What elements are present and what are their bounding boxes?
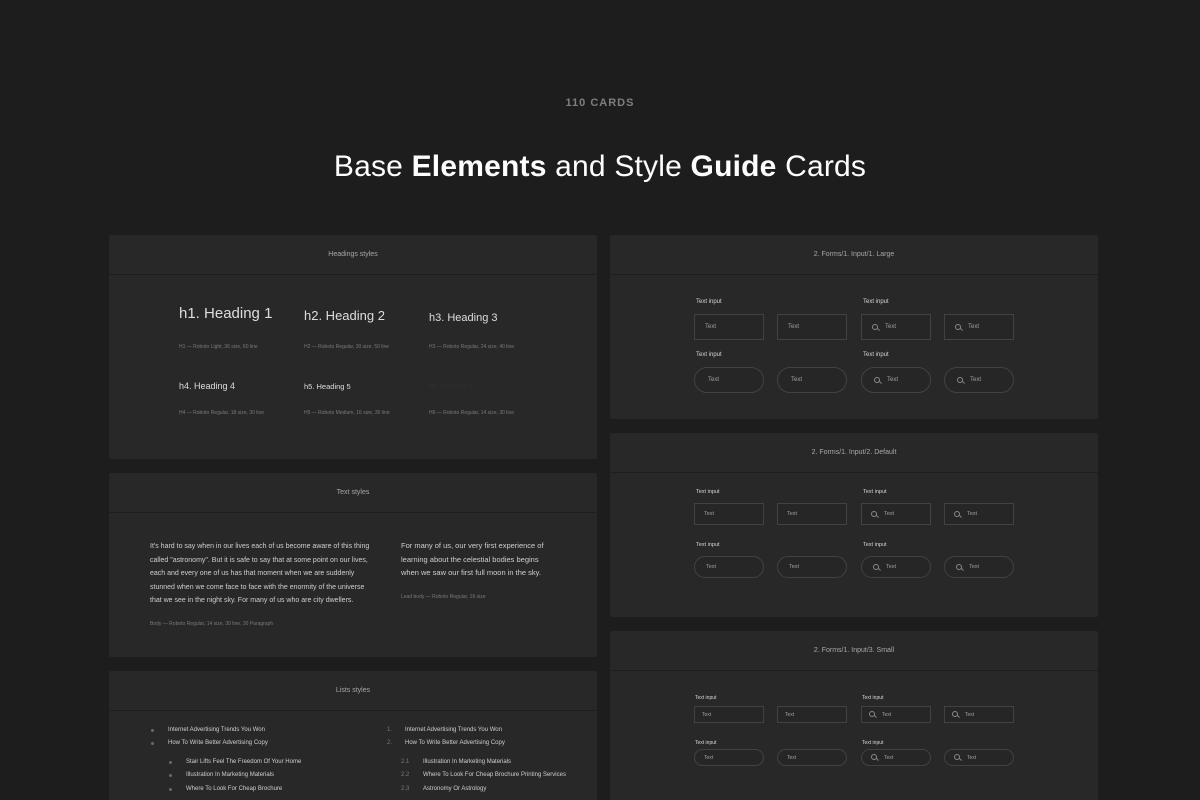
card-title: Lists styles <box>109 671 597 711</box>
input-label: Text input <box>863 352 889 358</box>
heading-meta: H6 — Roboto Regular, 14 size, 30 line <box>429 410 515 416</box>
text-input[interactable] <box>694 314 764 340</box>
search-input[interactable] <box>861 706 931 723</box>
title-part-style: and Style <box>546 150 691 183</box>
list-marker: 2.3 <box>401 786 410 792</box>
forms-default-card[interactable] <box>610 433 1098 617</box>
input-value: Text <box>884 511 895 517</box>
text-input[interactable] <box>694 706 764 723</box>
list-marker: 2. <box>387 740 393 746</box>
text-styles-card[interactable] <box>109 473 597 657</box>
input-label: Text input <box>696 352 722 358</box>
heading-meta: H3 — Roboto Regular, 24 size, 40 line <box>429 344 515 350</box>
input-value: Text <box>706 564 717 570</box>
heading-meta: H2 — Roboto Regular, 30 size, 50 line <box>304 344 390 350</box>
eyebrow-label: 110 CARDS <box>565 97 635 109</box>
heading-sample-h5 <box>304 382 351 391</box>
search-input-rounded[interactable] <box>861 749 931 766</box>
input-value: Text <box>705 324 717 330</box>
lead-line: when we saw our first full moon in the sky. <box>401 568 541 577</box>
search-icon <box>869 711 876 718</box>
bullet-icon <box>169 761 172 764</box>
search-icon <box>952 711 959 718</box>
title-part-elements: Elements <box>411 150 547 183</box>
bullet-icon <box>169 788 172 791</box>
input-value: Text <box>788 324 800 330</box>
lists-styles-card[interactable] <box>109 671 597 800</box>
bullet-icon <box>151 742 154 745</box>
heading-sample-h4 <box>179 381 235 391</box>
title-part-cards: Cards <box>776 150 867 183</box>
list-item <box>186 759 301 765</box>
list-item <box>168 740 268 746</box>
heading-text: h5. Heading 5 <box>304 382 351 391</box>
card-title: Text styles <box>109 473 597 513</box>
list-item-text: Where To Look For Cheap Brochure Printing Services <box>423 772 566 778</box>
list-item-text: Where To Look For Cheap Brochure <box>186 786 283 792</box>
text-input-rounded[interactable] <box>777 749 847 766</box>
text-input[interactable] <box>777 503 847 525</box>
input-value: Text <box>967 754 977 761</box>
body-line: stunned when we come face to face with the enormity of the universe <box>150 583 365 591</box>
lead-meta: Lead body — Roboto Regular, 16 size <box>401 594 486 600</box>
input-value: Text <box>887 377 899 383</box>
input-value: Text <box>967 511 978 517</box>
body-line: It's hard to say when in our lives each of us become aware of this thing <box>150 543 370 550</box>
heading-sample-h1 <box>179 305 272 322</box>
search-input-rounded[interactable] <box>944 367 1014 393</box>
search-input-rounded[interactable] <box>944 749 1014 766</box>
list-item <box>387 740 505 746</box>
body-line: each and every one of us has that moment when we are suddenly <box>150 570 355 577</box>
title-part-guide: Guide <box>690 150 777 183</box>
input-value: Text <box>704 754 714 761</box>
input-value: Text <box>785 711 795 718</box>
input-value: Text <box>970 377 982 383</box>
headings-card[interactable] <box>109 235 597 459</box>
card-title: Headings styles <box>109 235 597 275</box>
list-item <box>168 727 265 733</box>
input-value: Text <box>708 377 720 383</box>
list-item <box>186 786 282 792</box>
heading-text: h3. Heading 3 <box>429 312 498 324</box>
input-label: Text input <box>862 740 884 746</box>
heading-sample-h2 <box>304 308 385 323</box>
text-input-rounded[interactable] <box>777 556 847 578</box>
text-input[interactable] <box>777 706 847 723</box>
input-value: Text <box>965 711 975 718</box>
heading-text: h1. Heading 1 <box>179 305 273 322</box>
body-line: that we see in the night sky. For many of us who are city dwellers. <box>150 597 354 604</box>
input-value: Text <box>885 324 897 330</box>
search-icon <box>872 324 879 331</box>
heading-text: h4. Heading 4 <box>179 381 236 391</box>
input-value: Text <box>969 564 980 570</box>
body-paragraph <box>150 540 380 608</box>
input-label: Text input <box>696 542 720 548</box>
forms-large-card[interactable] <box>610 235 1098 419</box>
input-label: Text input <box>863 489 887 495</box>
heading-meta: H5 — Roboto Medium, 16 size, 30 line <box>304 410 390 416</box>
body-meta: Body — Roboto Regular, 14 size, 30 line, 30 Paragraph <box>150 621 274 627</box>
list-item-text: Illustration In Marketing Materials <box>186 772 275 778</box>
lead-line: For many of us, our very first experience of <box>401 541 544 550</box>
lead-line: learning about the celestial bodies begins <box>401 554 539 564</box>
text-input-rounded[interactable] <box>694 556 764 578</box>
bullet-icon <box>169 774 172 777</box>
input-value: Text <box>787 511 798 517</box>
search-icon <box>954 511 961 518</box>
search-icon <box>871 754 878 761</box>
heading-sample-h3 <box>429 312 498 324</box>
text-input[interactable] <box>694 503 764 525</box>
bullet-icon <box>151 729 154 732</box>
title-part-base: Base <box>333 150 412 183</box>
list-item-text: How To Write Better Advertising Copy <box>168 740 268 746</box>
list-item-text: Internet Advertising Trends You Won <box>168 727 265 733</box>
forms-small-card[interactable] <box>610 631 1098 800</box>
list-item-text: Stair Lifts Feel The Freedom Of Your Home <box>186 759 302 765</box>
search-icon <box>957 377 964 384</box>
search-input-rounded[interactable] <box>861 367 931 393</box>
list-item-text: Illustration In Marketing Materials <box>423 759 512 765</box>
search-icon <box>955 324 962 331</box>
list-item-text: Internet Advertising Trends You Won <box>405 727 502 733</box>
search-icon <box>874 377 881 384</box>
input-value: Text <box>704 511 715 517</box>
text-input[interactable] <box>777 314 847 340</box>
lead-paragraph <box>401 539 571 580</box>
search-input[interactable] <box>861 314 931 340</box>
search-input[interactable] <box>944 314 1014 340</box>
body-line: called "astronomy". But it is safe to say that at some point on our lives, <box>150 556 368 564</box>
search-icon <box>956 564 963 571</box>
heading-text: h2. Heading 2 <box>304 308 385 323</box>
input-label: Text input <box>696 299 722 305</box>
card-title: 2. Forms/1. Input/1. Large <box>610 235 1098 275</box>
list-marker: 1. <box>387 727 393 733</box>
input-value: Text <box>968 324 980 330</box>
search-icon <box>871 511 878 518</box>
card-title: 2. Forms/1. Input/2. Default <box>610 433 1098 473</box>
search-input-rounded[interactable] <box>861 556 931 578</box>
input-label: Text input <box>695 740 717 746</box>
input-value: Text <box>884 754 894 761</box>
text-input-rounded[interactable] <box>694 367 764 393</box>
heading-sample-h6 <box>429 383 473 390</box>
search-input[interactable] <box>944 706 1014 723</box>
list-item <box>401 759 512 765</box>
input-label: Text input <box>862 695 884 701</box>
text-input-rounded[interactable] <box>777 367 847 393</box>
list-marker: 2.2 <box>401 772 410 778</box>
heading-meta: H4 — Roboto Regular, 18 size, 30 line <box>179 410 265 416</box>
list-item <box>401 772 566 778</box>
list-item <box>186 772 274 778</box>
heading-text: h6. Heading 6 <box>429 383 473 390</box>
text-input-rounded[interactable] <box>694 749 764 766</box>
heading-meta: H1 — Roboto Light, 36 size, 60 line <box>179 344 258 350</box>
page-title <box>0 150 1200 184</box>
list-item-text: Astronomy Or Astrology <box>423 786 487 792</box>
search-icon <box>873 564 880 571</box>
list-item <box>401 786 487 792</box>
input-label: Text input <box>695 695 717 701</box>
input-label: Text input <box>863 299 889 305</box>
search-input[interactable] <box>944 503 1014 525</box>
input-value: Text <box>886 564 897 570</box>
card-title: 2. Forms/1. Input/3. Small <box>610 631 1098 671</box>
input-value: Text <box>702 711 712 718</box>
list-marker: 2.1 <box>401 759 410 765</box>
search-input-rounded[interactable] <box>944 556 1014 578</box>
list-item <box>387 727 502 733</box>
input-label: Text input <box>863 542 887 548</box>
search-input[interactable] <box>861 503 931 525</box>
input-value: Text <box>789 564 800 570</box>
input-value: Text <box>882 711 892 718</box>
input-value: Text <box>791 377 803 383</box>
list-item-text: How To Write Better Advertising Copy <box>405 740 505 746</box>
input-label: Text input <box>696 489 720 495</box>
input-value: Text <box>787 754 797 761</box>
search-icon <box>954 754 961 761</box>
